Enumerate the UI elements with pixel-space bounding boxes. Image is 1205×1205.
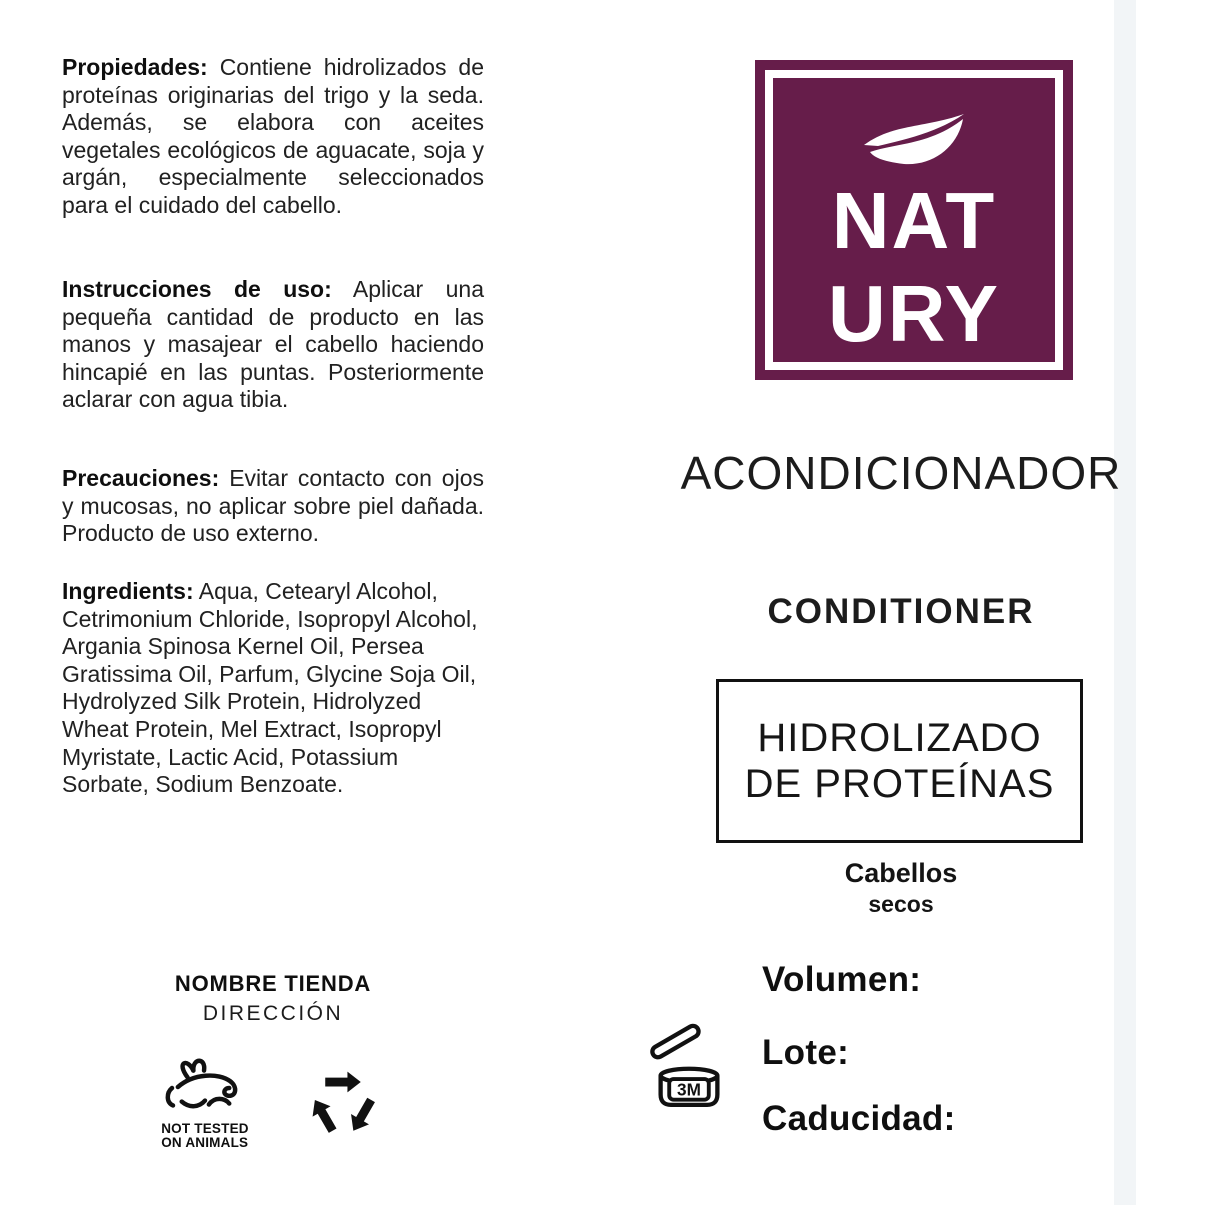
not-tested-badge: [145, 1056, 265, 1152]
instrucciones-text: Aplicar una pequeña cantidad de producto en las manos y masajear el cabello haciendo hincapié en las puntas. Posteriormente aclarar con agua tibia.: [62, 276, 484, 413]
instrucciones-label: Instrucciones de uso:: [62, 276, 332, 302]
propiedades-text: Contiene hidrolizados de proteínas originarias del trigo y la seda. Además, se elabora con aceites vegetales ecológicos de aguacate, soja y argán, especialmente seleccionados para el cuidado del cabello.: [62, 54, 485, 218]
precauciones-label: Precauciones:: [62, 465, 220, 491]
volume-field-label: Volumen:: [762, 960, 922, 999]
product-name-en: CONDITIONER: [767, 592, 1035, 631]
precauciones-text: Evitar contacto con ojos y mucosas, no aplicar sobre piel dañada. Producto de uso externo.: [62, 465, 485, 547]
lot-field-label: Lote:: [762, 1033, 850, 1072]
brand-logo-frame: [765, 70, 1063, 370]
ingredients-text: Aqua, Cetearyl Alcohol, Cetrimonium Chloride, Isopropyl Alcohol, Argania Spinosa Kernel Oil, Persea Gratissima Oil, Parfum, Glycine Soja Oil, Hydrolyzed Silk Protein, Hidrolyzed Wheat Protein, Mel Extract, Isopropyl Myristate, Lactic Acid, Potassium Sorbate, Sodium Benzoate.: [62, 578, 478, 798]
feature-line2: DE PROTEÍNAS: [744, 762, 1055, 806]
instrucciones-paragraph: [62, 276, 484, 414]
expiry-field-label: Caducidad:: [762, 1099, 956, 1138]
brand-logo: [755, 60, 1073, 380]
propiedades-paragraph: [62, 54, 484, 220]
brand-name: NAT URY: [828, 176, 1000, 358]
feature-box: [716, 679, 1083, 843]
feature-line1: HIDROLIZADO: [757, 716, 1042, 760]
store-name: NOMBRE TIENDA: [174, 971, 372, 996]
ingredients-paragraph: [62, 578, 484, 799]
hair-type-line1: Cabellos: [844, 858, 958, 888]
product-name-es: ACONDICIONADOR: [680, 447, 1122, 499]
pao-jar-icon: [646, 1022, 732, 1112]
pao-period-text: 3M: [677, 1079, 701, 1100]
ingredients-label: Ingredients:: [62, 578, 194, 604]
not-tested-rabbit-icon: [145, 1056, 265, 1120]
not-tested-caption: NOT TESTED ON ANIMALS: [161, 1121, 249, 1150]
recycle-icon: [306, 1062, 380, 1142]
store-address: DIRECCIÓN: [202, 1002, 344, 1025]
brand-leaf-icon: [773, 112, 1055, 177]
propiedades-label: Propiedades:: [62, 54, 208, 80]
precauciones-paragraph: [62, 465, 484, 548]
hair-type-line2: secos: [868, 891, 934, 917]
